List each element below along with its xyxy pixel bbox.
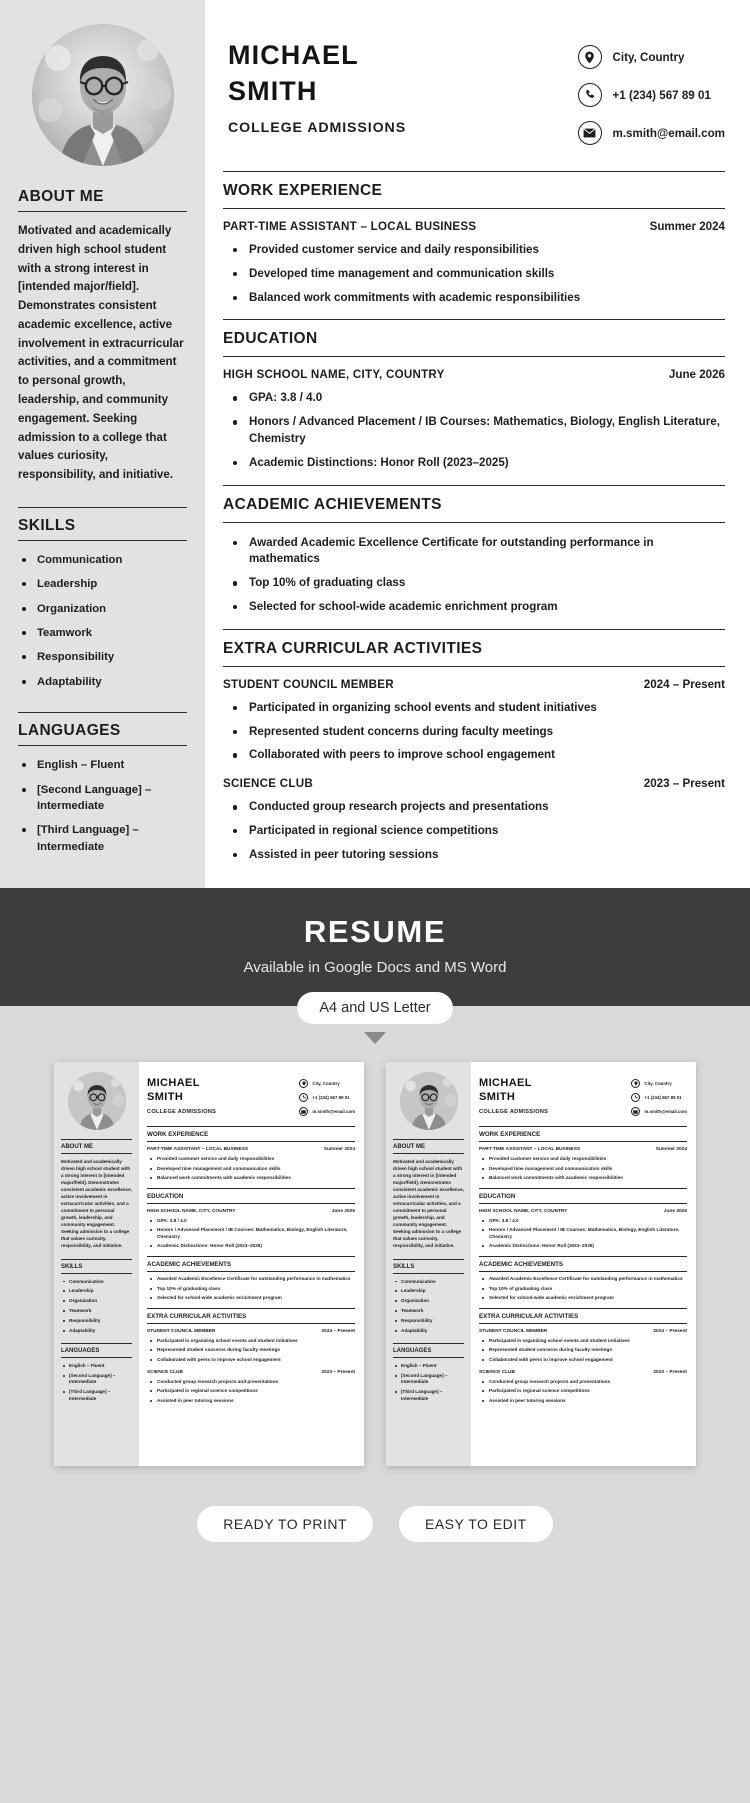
thumb-languages-heading: LANGUAGES <box>61 1343 132 1358</box>
thumb-languages-list <box>61 1363 132 1402</box>
extracurricular-heading: EXTRA CURRICULAR ACTIVITIES <box>223 629 725 667</box>
list-item: [Second Language] – Intermediate <box>61 1373 132 1386</box>
work-entry-title: PART-TIME ASSISTANT – LOCAL BUSINESS <box>223 220 477 233</box>
thumb-skills-list <box>393 1279 464 1334</box>
thumb-main-column <box>471 1062 696 1466</box>
thumb-contact-email <box>631 1107 687 1116</box>
extracurricular-entry-title: SCIENCE CLUB <box>223 777 313 791</box>
list-item: Developed time management and communication skills <box>479 1166 687 1173</box>
list-item: Assisted in peer tutoring sessions <box>223 847 725 864</box>
thumb-entry-date: June 2026 <box>331 1208 355 1214</box>
thumb-entry-date: June 2026 <box>663 1208 687 1214</box>
thumb-entry-date: 2024 – Present <box>321 1328 355 1334</box>
list-item: [Third Language] – Intermediate <box>18 822 187 855</box>
thumb-extracurricular-entry <box>147 1370 355 1375</box>
phone-icon <box>299 1093 308 1102</box>
thumb-extracurricular-bullets <box>147 1379 355 1405</box>
thumb-extracurricular-bullets <box>479 1338 687 1364</box>
thumb-profile-photo-image <box>68 1072 126 1130</box>
location-pin-icon <box>578 45 602 69</box>
list-item: Awarded Academic Excellence Certificate for outstanding performance in mathematics <box>147 1276 355 1283</box>
education-bullets <box>223 390 725 471</box>
thumb-education-heading: EDUCATION <box>147 1188 355 1204</box>
paper-size-badge: A4 and US Letter <box>297 992 452 1024</box>
thumb-entry-date: Summer 2024 <box>655 1147 687 1152</box>
list-item: Responsibility <box>18 649 187 665</box>
skills-heading: SKILLS <box>18 507 187 541</box>
thumb-profile-photo <box>68 1072 126 1130</box>
list-item: Communication <box>393 1279 464 1285</box>
thumb-email-text: m.smith@email.com <box>644 1109 687 1114</box>
list-item: Conducted group research projects and presentations <box>147 1379 355 1386</box>
education-entry-header <box>223 368 725 381</box>
thumb-extracurricular-bullets <box>479 1379 687 1405</box>
work-experience-heading: WORK EXPERIENCE <box>223 171 725 209</box>
education-entry-title: HIGH SCHOOL NAME, CITY, COUNTRY <box>223 368 445 382</box>
list-item: Awarded Academic Excellence Certificate for outstanding performance in mathematics <box>223 535 725 569</box>
thumb-email-text: m.smith@email.com <box>312 1109 355 1114</box>
thumb-first-name: MICHAEL <box>147 1077 200 1089</box>
location-pin-icon <box>299 1079 308 1088</box>
list-item: Communication <box>18 552 187 568</box>
list-item: Collaborated with peers to improve school engagement <box>479 1357 687 1364</box>
list-item: Participated in organizing school events and student initiatives <box>147 1338 355 1345</box>
list-item: Developed time management and communication skills <box>223 266 725 283</box>
contact-location <box>578 45 725 69</box>
profile-photo-image <box>32 24 174 166</box>
first-name: MICHAEL <box>228 40 359 70</box>
footer-badges <box>0 1466 750 1542</box>
thumb-header <box>147 1062 355 1126</box>
work-bullets <box>223 242 725 306</box>
education-section <box>223 319 725 471</box>
list-item: Represented student concerns during faculty meetings <box>479 1347 687 1354</box>
list-item: Honors / Advanced Placement / IB Courses: Mathematics, Biology, English Literature, Chemistry <box>223 414 725 448</box>
list-item: Collaborated with peers to improve school engagement <box>147 1357 355 1364</box>
thumb-extracurricular-entry <box>479 1370 687 1375</box>
list-item: Top 10% of graduating class <box>147 1286 355 1293</box>
list-item: Represented student concerns during faculty meetings <box>147 1347 355 1354</box>
resume-main-column <box>205 0 750 888</box>
resume-header <box>223 0 725 169</box>
thumb-education-heading: EDUCATION <box>479 1188 687 1204</box>
list-item: Selected for school-wide academic enrichment program <box>223 599 725 616</box>
list-item: Teamwork <box>393 1308 464 1314</box>
list-item: Honors / Advanced Placement / IB Courses: Mathematics, Biology, English Literature, Chemistry <box>147 1227 355 1240</box>
job-title: COLLEGE ADMISSIONS <box>228 120 407 137</box>
extracurricular-section <box>223 629 725 864</box>
thumb-entry-date: 2023 – Present <box>653 1369 687 1375</box>
list-item: Selected for school-wide academic enrichment program <box>479 1295 687 1302</box>
list-item: Conducted group research projects and presentations <box>479 1379 687 1386</box>
list-item: Top 10% of graduating class <box>223 575 725 592</box>
list-item: Developed time management and communication skills <box>147 1166 355 1173</box>
list-item: Responsibility <box>61 1318 132 1324</box>
thumb-entry-title: STUDENT COUNCIL MEMBER <box>479 1328 548 1334</box>
thumb-entry-date: 2023 – Present <box>321 1369 355 1375</box>
thumb-entry-title: HIGH SCHOOL NAME, CITY, COUNTRY <box>147 1208 236 1214</box>
contact-email <box>578 121 725 145</box>
skills-list <box>18 552 187 690</box>
skills-section <box>18 507 187 690</box>
promo-banner <box>0 888 750 1016</box>
thumb-education-entry <box>479 1209 687 1214</box>
banner-title: RESUME <box>303 914 447 949</box>
thumb-entry-title: PART-TIME ASSISTANT – LOCAL BUSINESS <box>147 1147 249 1152</box>
list-item: Organization <box>61 1298 132 1304</box>
list-item: [Third Language] – Intermediate <box>61 1389 132 1402</box>
list-item: [Third Language] – Intermediate <box>393 1389 464 1402</box>
list-item: Balanced work commitments with academic responsibilities <box>147 1175 355 1182</box>
list-item: Provided customer service and daily responsibilities <box>147 1156 355 1163</box>
extracurricular-entry-header <box>223 777 725 790</box>
academic-achievements-heading: ACADEMIC ACHIEVEMENTS <box>223 485 725 523</box>
list-item: Adaptability <box>61 1328 132 1334</box>
thumb-achievements-heading: ACADEMIC ACHIEVEMENTS <box>147 1256 355 1272</box>
envelope-icon <box>299 1107 308 1116</box>
list-item: Assisted in peer tutoring sessions <box>147 1398 355 1405</box>
thumb-entry-date: Summer 2024 <box>323 1147 355 1152</box>
list-item: Organization <box>18 601 187 617</box>
thumb-location-text: City, Country <box>312 1081 340 1086</box>
thumb-extracurricular-entry <box>147 1329 355 1334</box>
resume-preview-thumbnail[interactable] <box>54 1062 364 1466</box>
thumb-sidebar <box>54 1062 139 1466</box>
banner-subtitle: Available in Google Docs and MS Word <box>243 959 507 976</box>
list-item: Adaptability <box>18 674 187 690</box>
chevron-down-icon <box>364 1032 386 1044</box>
extracurricular-entry-date: 2024 – Present <box>643 677 725 691</box>
thumb-contact-block <box>299 1076 355 1121</box>
list-item: English – Fluent <box>61 1363 132 1369</box>
thumb-work-heading: WORK EXPERIENCE <box>147 1126 355 1142</box>
envelope-icon <box>578 121 602 145</box>
work-entry-header <box>223 220 725 233</box>
easy-to-edit-badge[interactable]: EASY TO EDIT <box>399 1506 553 1542</box>
thumb-job-title: COLLEGE ADMISSIONS <box>147 1108 217 1115</box>
list-item: GPA: 3.8 / 4.0 <box>223 390 725 407</box>
thumb-main-column <box>139 1062 364 1466</box>
list-item: Participated in regional science competitions <box>147 1388 355 1395</box>
list-item: Top 10% of graduating class <box>479 1286 687 1293</box>
list-item: Participated in organizing school events and student initiatives <box>223 700 725 717</box>
thumb-contact-location <box>299 1079 355 1088</box>
list-item: [Second Language] – Intermediate <box>393 1373 464 1386</box>
thumb-languages-heading: LANGUAGES <box>393 1343 464 1358</box>
list-item: Participated in organizing school events and student initiatives <box>479 1338 687 1345</box>
last-name: SMITH <box>228 75 318 106</box>
list-item: Balanced work commitments with academic responsibilities <box>479 1175 687 1182</box>
list-item: Academic Distinctions: Honor Roll (2023–2025) <box>147 1243 355 1250</box>
thumb-name-block <box>479 1076 548 1121</box>
thumb-extracurricular-entry <box>479 1329 687 1334</box>
achievements-bullets <box>223 535 725 616</box>
thumb-work-entry <box>147 1147 355 1152</box>
list-item: Academic Distinctions: Honor Roll (2023–2025) <box>479 1243 687 1250</box>
extracurricular-bullets <box>223 799 725 863</box>
list-item: Teamwork <box>18 625 187 641</box>
thumb-entry-date: 2024 – Present <box>653 1328 687 1334</box>
about-me-text: Motivated and academically driven high school student with a strong interest in [intended major/field]. Demonstrates consistent academic excellence, active involvement in extracurricular activities, and a commitment to personal growth, leadership, and community engagement. Seeking admission to a college that values curiosity, responsibility, and initiative. <box>18 224 184 482</box>
extracurricular-entry-date: 2023 – Present <box>643 777 725 791</box>
list-item: English – Fluent <box>393 1363 464 1369</box>
list-item: Assisted in peer tutoring sessions <box>479 1398 687 1405</box>
email-text: m.smith@email.com <box>612 126 725 140</box>
thumb-contact-email <box>299 1107 355 1116</box>
thumb-about-text: Motivated and academically driven high school student with a strong interest in [intended major/field]. Demonstrates consistent academic excellence, active involvement in extracurricular activities, and a commitment to personal growth, leadership, and community engagement. Seeking admission to a college that values curiosity, responsibility, and initiative. <box>393 1159 464 1248</box>
thumb-skills-heading: SKILLS <box>61 1259 132 1274</box>
languages-section <box>18 712 187 855</box>
thumb-location-text: City, Country <box>644 1081 672 1086</box>
thumb-job-title: COLLEGE ADMISSIONS <box>479 1108 549 1115</box>
thumb-extracurricular-heading: EXTRA CURRICULAR ACTIVITIES <box>479 1308 687 1324</box>
thumb-name-block <box>147 1076 216 1121</box>
list-item: Collaborated with peers to improve school engagement <box>223 747 725 764</box>
thumb-about-text: Motivated and academically driven high school student with a strong interest in [intended major/field]. Demonstrates consistent academic excellence, active involvement in extracurricular activities, and a commitment to personal growth, leadership, and community engagement. Seeking admission to a college that values curiosity, responsibility, and initiative. <box>61 1159 132 1248</box>
envelope-icon <box>631 1107 640 1116</box>
academic-achievements-section <box>223 485 725 616</box>
name-block <box>223 38 406 159</box>
list-item: Leadership <box>18 576 187 592</box>
list-item: Leadership <box>61 1288 132 1294</box>
thumb-entry-title: HIGH SCHOOL NAME, CITY, COUNTRY <box>479 1208 568 1214</box>
work-entry-date: Summer 2024 <box>649 220 725 233</box>
list-item: Conducted group research projects and presentations <box>223 799 725 816</box>
list-item: Responsibility <box>393 1318 464 1324</box>
list-item: Provided customer service and daily responsibilities <box>479 1156 687 1163</box>
thumb-achievements-bullets <box>479 1276 687 1302</box>
thumb-last-name: SMITH <box>479 1091 516 1104</box>
list-item: GPA: 3.8 / 4.0 <box>147 1218 355 1225</box>
thumb-entry-title: SCIENCE CLUB <box>479 1369 515 1375</box>
list-item: Teamwork <box>61 1308 132 1314</box>
thumb-entry-title: STUDENT COUNCIL MEMBER <box>147 1328 216 1334</box>
thumb-education-entry <box>147 1209 355 1214</box>
thumb-extracurricular-bullets <box>147 1338 355 1364</box>
preview-thumbnails <box>0 1044 750 1466</box>
extracurricular-entry-title: STUDENT COUNCIL MEMBER <box>223 677 394 691</box>
list-item: Participated in regional science competitions <box>223 823 725 840</box>
list-item: Academic Distinctions: Honor Roll (2023–2025) <box>223 455 725 472</box>
thumb-contact-block <box>631 1076 687 1121</box>
thumb-languages-list <box>393 1363 464 1402</box>
thumb-contact-phone <box>299 1093 355 1102</box>
about-me-heading: ABOUT ME <box>18 188 187 212</box>
thumb-about-heading: ABOUT ME <box>61 1139 132 1154</box>
thumb-work-bullets <box>147 1156 355 1182</box>
thumb-entry-title: PART-TIME ASSISTANT – LOCAL BUSINESS <box>479 1147 581 1152</box>
resume-preview-thumbnail[interactable] <box>386 1062 696 1466</box>
list-item: Organization <box>393 1298 464 1304</box>
phone-icon <box>578 83 602 107</box>
list-item: Leadership <box>393 1288 464 1294</box>
contact-block <box>578 38 725 159</box>
thumb-profile-photo <box>400 1072 458 1130</box>
thumb-education-bullets <box>479 1218 687 1250</box>
contact-phone <box>578 83 725 107</box>
list-item: Represented student concerns during faculty meetings <box>223 724 725 741</box>
list-item: Balanced work commitments with academic responsibilities <box>223 290 725 307</box>
resume-sidebar <box>0 0 205 888</box>
thumb-header <box>479 1062 687 1126</box>
thumb-about-heading: ABOUT ME <box>393 1139 464 1154</box>
location-text: City, Country <box>612 50 685 64</box>
phone-text: +1 (234) 567 89 01 <box>612 88 711 102</box>
thumb-extracurricular-heading: EXTRA CURRICULAR ACTIVITIES <box>147 1308 355 1324</box>
thumb-achievements-bullets <box>147 1276 355 1302</box>
extracurricular-bullets <box>223 700 725 764</box>
list-item: [Second Language] – Intermediate <box>18 782 187 815</box>
thumb-skills-heading: SKILLS <box>393 1259 464 1274</box>
thumb-achievements-heading: ACADEMIC ACHIEVEMENTS <box>479 1256 687 1272</box>
profile-photo <box>32 24 174 166</box>
thumb-first-name: MICHAEL <box>479 1077 532 1089</box>
list-item: Adaptability <box>393 1328 464 1334</box>
thumb-work-entry <box>479 1147 687 1152</box>
thumb-contact-phone <box>631 1093 687 1102</box>
extracurricular-entry-header <box>223 678 725 691</box>
thumb-work-heading: WORK EXPERIENCE <box>479 1126 687 1142</box>
languages-heading: LANGUAGES <box>18 712 187 746</box>
list-item: Communication <box>61 1279 132 1285</box>
list-item: Selected for school-wide academic enrichment program <box>147 1295 355 1302</box>
thumb-last-name: SMITH <box>147 1091 184 1104</box>
ready-to-print-badge[interactable]: READY TO PRINT <box>197 1506 373 1542</box>
thumb-entry-title: SCIENCE CLUB <box>147 1369 183 1375</box>
list-item: Participated in regional science competitions <box>479 1388 687 1395</box>
work-experience-section <box>223 171 725 306</box>
thumb-phone-text: +1 (234) 567 89 01 <box>312 1095 350 1100</box>
about-me-section <box>18 188 187 485</box>
resume-page <box>0 0 750 888</box>
list-item: GPA: 3.8 / 4.0 <box>479 1218 687 1225</box>
languages-list <box>18 757 187 855</box>
thumb-sidebar <box>386 1062 471 1466</box>
phone-icon <box>631 1093 640 1102</box>
thumb-education-bullets <box>147 1218 355 1250</box>
list-item: Provided customer service and daily responsibilities <box>223 242 725 259</box>
thumb-contact-location <box>631 1079 687 1088</box>
list-item: Awarded Academic Excellence Certificate for outstanding performance in mathematics <box>479 1276 687 1283</box>
list-item: English – Fluent <box>18 757 187 773</box>
thumb-phone-text: +1 (234) 567 89 01 <box>644 1095 682 1100</box>
education-heading: EDUCATION <box>223 319 725 357</box>
thumb-profile-photo-image <box>400 1072 458 1130</box>
thumb-work-bullets <box>479 1156 687 1182</box>
size-pill-wrap <box>0 992 750 1024</box>
list-item: Honors / Advanced Placement / IB Courses: Mathematics, Biology, English Literature, Chemistry <box>479 1227 687 1240</box>
location-pin-icon <box>631 1079 640 1088</box>
thumb-skills-list <box>61 1279 132 1334</box>
education-entry-date: June 2026 <box>668 368 725 382</box>
